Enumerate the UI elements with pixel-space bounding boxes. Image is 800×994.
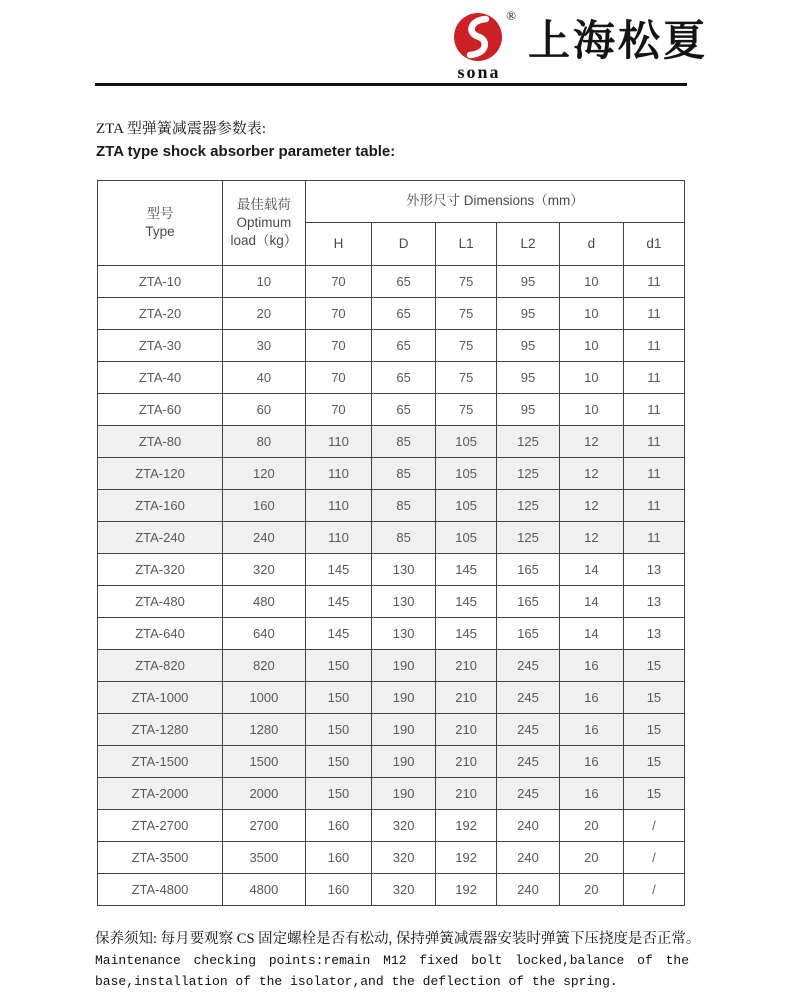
cell-H: 160: [305, 874, 371, 906]
cell-D: 320: [372, 874, 436, 906]
cell-L2: 165: [497, 618, 560, 650]
cell-d1: 11: [623, 330, 684, 362]
cell-d: 10: [559, 298, 623, 330]
table-row: [98, 394, 685, 426]
cell-d1: 13: [623, 586, 684, 618]
cell-L2: 245: [497, 778, 560, 810]
cell-load: 1500: [223, 746, 306, 778]
cell-d: 10: [559, 394, 623, 426]
col-header-load-zh: 最佳载荷: [236, 196, 291, 212]
cell-L1: 192: [436, 810, 497, 842]
cell-L2: 245: [497, 682, 560, 714]
cell-d: 16: [559, 746, 623, 778]
cell-L2: 165: [497, 586, 560, 618]
cell-load: 40: [223, 362, 306, 394]
cell-L1: 75: [436, 330, 497, 362]
cell-d: 10: [559, 266, 623, 298]
cell-L2: 245: [497, 746, 560, 778]
cell-L2: 240: [497, 874, 560, 906]
cell-D: 320: [372, 810, 436, 842]
table-row: [98, 682, 685, 714]
cell-L1: 210: [436, 650, 497, 682]
cell-D: 85: [372, 490, 436, 522]
cell-H: 160: [305, 842, 371, 874]
cell-d1: 11: [623, 394, 684, 426]
col-header-L2: L2: [497, 223, 560, 266]
cell-L1: 75: [436, 394, 497, 426]
cell-load: 160: [223, 490, 306, 522]
cell-D: 65: [372, 298, 436, 330]
cell-load: 820: [223, 650, 306, 682]
cell-L2: 125: [497, 522, 560, 554]
cell-L2: 95: [497, 330, 560, 362]
cell-L1: 105: [436, 490, 497, 522]
cell-D: 130: [372, 586, 436, 618]
table-row: [98, 842, 685, 874]
cell-type: ZTA-1500: [98, 746, 223, 778]
cell-H: 70: [305, 330, 371, 362]
col-header-load-en1: Optimum: [236, 214, 292, 230]
cell-L1: 105: [436, 426, 497, 458]
cell-load: 1000: [223, 682, 306, 714]
col-header-D: D: [372, 223, 436, 266]
cell-D: 85: [372, 426, 436, 458]
col-header-type-zh: 型号: [146, 205, 174, 221]
cell-H: 145: [305, 586, 371, 618]
cell-H: 70: [305, 266, 371, 298]
cell-load: 80: [223, 426, 306, 458]
cell-d: 10: [559, 330, 623, 362]
parameter-table: [97, 180, 685, 906]
cell-H: 70: [305, 298, 371, 330]
cell-load: 320: [223, 554, 306, 586]
cell-L1: 210: [436, 778, 497, 810]
cell-H: 160: [305, 810, 371, 842]
cell-L1: 145: [436, 554, 497, 586]
cell-load: 2000: [223, 778, 306, 810]
col-header-H: H: [305, 223, 371, 266]
table-row: [98, 330, 685, 362]
cell-d1: 15: [623, 714, 684, 746]
cell-D: 130: [372, 618, 436, 650]
cell-L1: 75: [436, 298, 497, 330]
cell-d: 14: [559, 586, 623, 618]
cell-type: ZTA-1000: [98, 682, 223, 714]
cell-d1: 11: [623, 362, 684, 394]
cell-type: ZTA-10: [98, 266, 223, 298]
cell-d1: 13: [623, 618, 684, 650]
table-row: [98, 490, 685, 522]
cell-L2: 95: [497, 362, 560, 394]
cell-d: 16: [559, 778, 623, 810]
cell-D: 85: [372, 522, 436, 554]
cell-type: ZTA-80: [98, 426, 223, 458]
cell-type: ZTA-320: [98, 554, 223, 586]
cell-D: 65: [372, 362, 436, 394]
cell-d: 10: [559, 362, 623, 394]
cell-L2: 165: [497, 554, 560, 586]
cell-load: 10: [223, 266, 306, 298]
cell-d1: 15: [623, 650, 684, 682]
cell-type: ZTA-30: [98, 330, 223, 362]
col-header-dimensions: 外形尺寸 Dimensions（mm）: [305, 181, 684, 223]
cell-L2: 240: [497, 842, 560, 874]
cell-L2: 125: [497, 458, 560, 490]
cell-d1: 11: [623, 266, 684, 298]
table-row: [98, 746, 685, 778]
cell-load: 30: [223, 330, 306, 362]
cell-type: ZTA-240: [98, 522, 223, 554]
titles: [96, 118, 395, 164]
cell-type: ZTA-1280: [98, 714, 223, 746]
table-row: [98, 362, 685, 394]
cell-D: 190: [372, 714, 436, 746]
cell-L2: 95: [497, 394, 560, 426]
col-header-type-en: Type: [145, 224, 175, 239]
table-row: [98, 426, 685, 458]
table-row: [98, 266, 685, 298]
cell-d: 16: [559, 650, 623, 682]
cell-d: 20: [559, 874, 623, 906]
cell-d1: 11: [623, 426, 684, 458]
cell-load: 3500: [223, 842, 306, 874]
cell-D: 65: [372, 394, 436, 426]
cell-d1: 15: [623, 682, 684, 714]
cell-H: 110: [305, 522, 371, 554]
cell-d: 12: [559, 458, 623, 490]
cell-d: 16: [559, 714, 623, 746]
cell-L1: 75: [436, 266, 497, 298]
cell-H: 110: [305, 458, 371, 490]
cell-load: 60: [223, 394, 306, 426]
cell-D: 190: [372, 682, 436, 714]
cell-H: 150: [305, 650, 371, 682]
cell-type: ZTA-60: [98, 394, 223, 426]
cell-d: 20: [559, 810, 623, 842]
cell-load: 1280: [223, 714, 306, 746]
cell-D: 85: [372, 458, 436, 490]
cell-load: 20: [223, 298, 306, 330]
registered-trademark-icon: ®: [506, 8, 516, 23]
cell-type: ZTA-160: [98, 490, 223, 522]
parameter-table-wrap: [97, 180, 685, 906]
cell-L1: 210: [436, 714, 497, 746]
cell-H: 150: [305, 746, 371, 778]
cell-load: 4800: [223, 874, 306, 906]
cell-L2: 245: [497, 714, 560, 746]
cell-L1: 75: [436, 362, 497, 394]
cell-L2: 240: [497, 810, 560, 842]
table-row: [98, 778, 685, 810]
cell-L2: 125: [497, 426, 560, 458]
cell-L1: 105: [436, 522, 497, 554]
cell-type: ZTA-640: [98, 618, 223, 650]
cell-d: 20: [559, 842, 623, 874]
cell-D: 65: [372, 266, 436, 298]
cell-d1: 15: [623, 778, 684, 810]
maintenance-note: [95, 929, 701, 992]
col-header-L1: L1: [436, 223, 497, 266]
cell-d1: /: [623, 874, 684, 906]
cell-L2: 125: [497, 490, 560, 522]
table-row: [98, 554, 685, 586]
cell-type: ZTA-820: [98, 650, 223, 682]
cell-D: 320: [372, 842, 436, 874]
cell-L1: 192: [436, 874, 497, 906]
sona-logo-icon: [453, 10, 505, 62]
cell-H: 150: [305, 778, 371, 810]
cell-L1: 192: [436, 842, 497, 874]
cell-d: 14: [559, 618, 623, 650]
cell-d: 16: [559, 682, 623, 714]
cell-d: 12: [559, 426, 623, 458]
cell-d1: /: [623, 842, 684, 874]
cell-d1: 11: [623, 490, 684, 522]
cell-H: 70: [305, 394, 371, 426]
col-header-d: d: [559, 223, 623, 266]
cell-L1: 105: [436, 458, 497, 490]
cell-d: 12: [559, 522, 623, 554]
cell-D: 190: [372, 746, 436, 778]
cell-D: 130: [372, 554, 436, 586]
maintenance-note-en-line2: base,installation of the isolator,and the deflection of the spring.: [95, 974, 618, 989]
cell-type: ZTA-480: [98, 586, 223, 618]
cell-D: 65: [372, 330, 436, 362]
cell-load: 480: [223, 586, 306, 618]
col-header-d1: d1: [623, 223, 684, 266]
table-row: [98, 618, 685, 650]
cell-L1: 210: [436, 682, 497, 714]
cell-L1: 210: [436, 746, 497, 778]
cell-load: 640: [223, 618, 306, 650]
cell-H: 145: [305, 618, 371, 650]
cell-d1: 11: [623, 298, 684, 330]
cell-H: 150: [305, 682, 371, 714]
cell-load: 120: [223, 458, 306, 490]
table-row: [98, 650, 685, 682]
page-title-zh: ZTA 型弹簧减震器参数表:: [96, 121, 267, 137]
cell-L2: 245: [497, 650, 560, 682]
cell-d1: 13: [623, 554, 684, 586]
cell-type: ZTA-4800: [98, 874, 223, 906]
cell-type: ZTA-20: [98, 298, 223, 330]
col-header-load: [223, 181, 306, 266]
cell-D: 190: [372, 778, 436, 810]
cell-type: ZTA-120: [98, 458, 223, 490]
cell-load: 2700: [223, 810, 306, 842]
table-row: [98, 586, 685, 618]
maintenance-note-zh: 保养须知: 每月要观察 CS 固定螺栓是否有松动, 保持弹簧减震器安装时弹簧下压挠度是否正常。: [95, 931, 701, 947]
cell-L2: 95: [497, 298, 560, 330]
cell-L1: 145: [436, 586, 497, 618]
cell-d1: 11: [623, 522, 684, 554]
table-body: [98, 266, 685, 906]
cell-L2: 95: [497, 266, 560, 298]
cell-H: 145: [305, 554, 371, 586]
cell-type: ZTA-2700: [98, 810, 223, 842]
cell-d1: /: [623, 810, 684, 842]
page-title-en: ZTA type shock absorber parameter table:: [96, 143, 396, 160]
table-row: [98, 522, 685, 554]
table-row: [98, 810, 685, 842]
col-header-load-en2: load（kg）: [230, 233, 298, 249]
col-header-type: [98, 181, 223, 266]
header-divider: [95, 83, 687, 86]
cell-H: 110: [305, 426, 371, 458]
table-row: [98, 458, 685, 490]
brand-name: sona: [457, 62, 501, 82]
cell-load: 240: [223, 522, 306, 554]
cell-H: 110: [305, 490, 371, 522]
cell-type: ZTA-2000: [98, 778, 223, 810]
cell-type: ZTA-3500: [98, 842, 223, 874]
cell-type: ZTA-40: [98, 362, 223, 394]
cell-d: 12: [559, 490, 623, 522]
cell-L1: 145: [436, 618, 497, 650]
table-row: [98, 298, 685, 330]
cell-D: 190: [372, 650, 436, 682]
table-row: [98, 874, 685, 906]
cell-d1: 11: [623, 458, 684, 490]
cell-H: 70: [305, 362, 371, 394]
logo-block: [440, 8, 708, 81]
company-name: 上海松夏: [528, 17, 709, 64]
table-row: [98, 714, 685, 746]
cell-d1: 15: [623, 746, 684, 778]
maintenance-note-en-line1: Maintenance checking points:remain M12 fixed bolt locked,balance of the: [95, 953, 689, 968]
cell-H: 150: [305, 714, 371, 746]
cell-d: 14: [559, 554, 623, 586]
sona-logo: [440, 8, 518, 81]
